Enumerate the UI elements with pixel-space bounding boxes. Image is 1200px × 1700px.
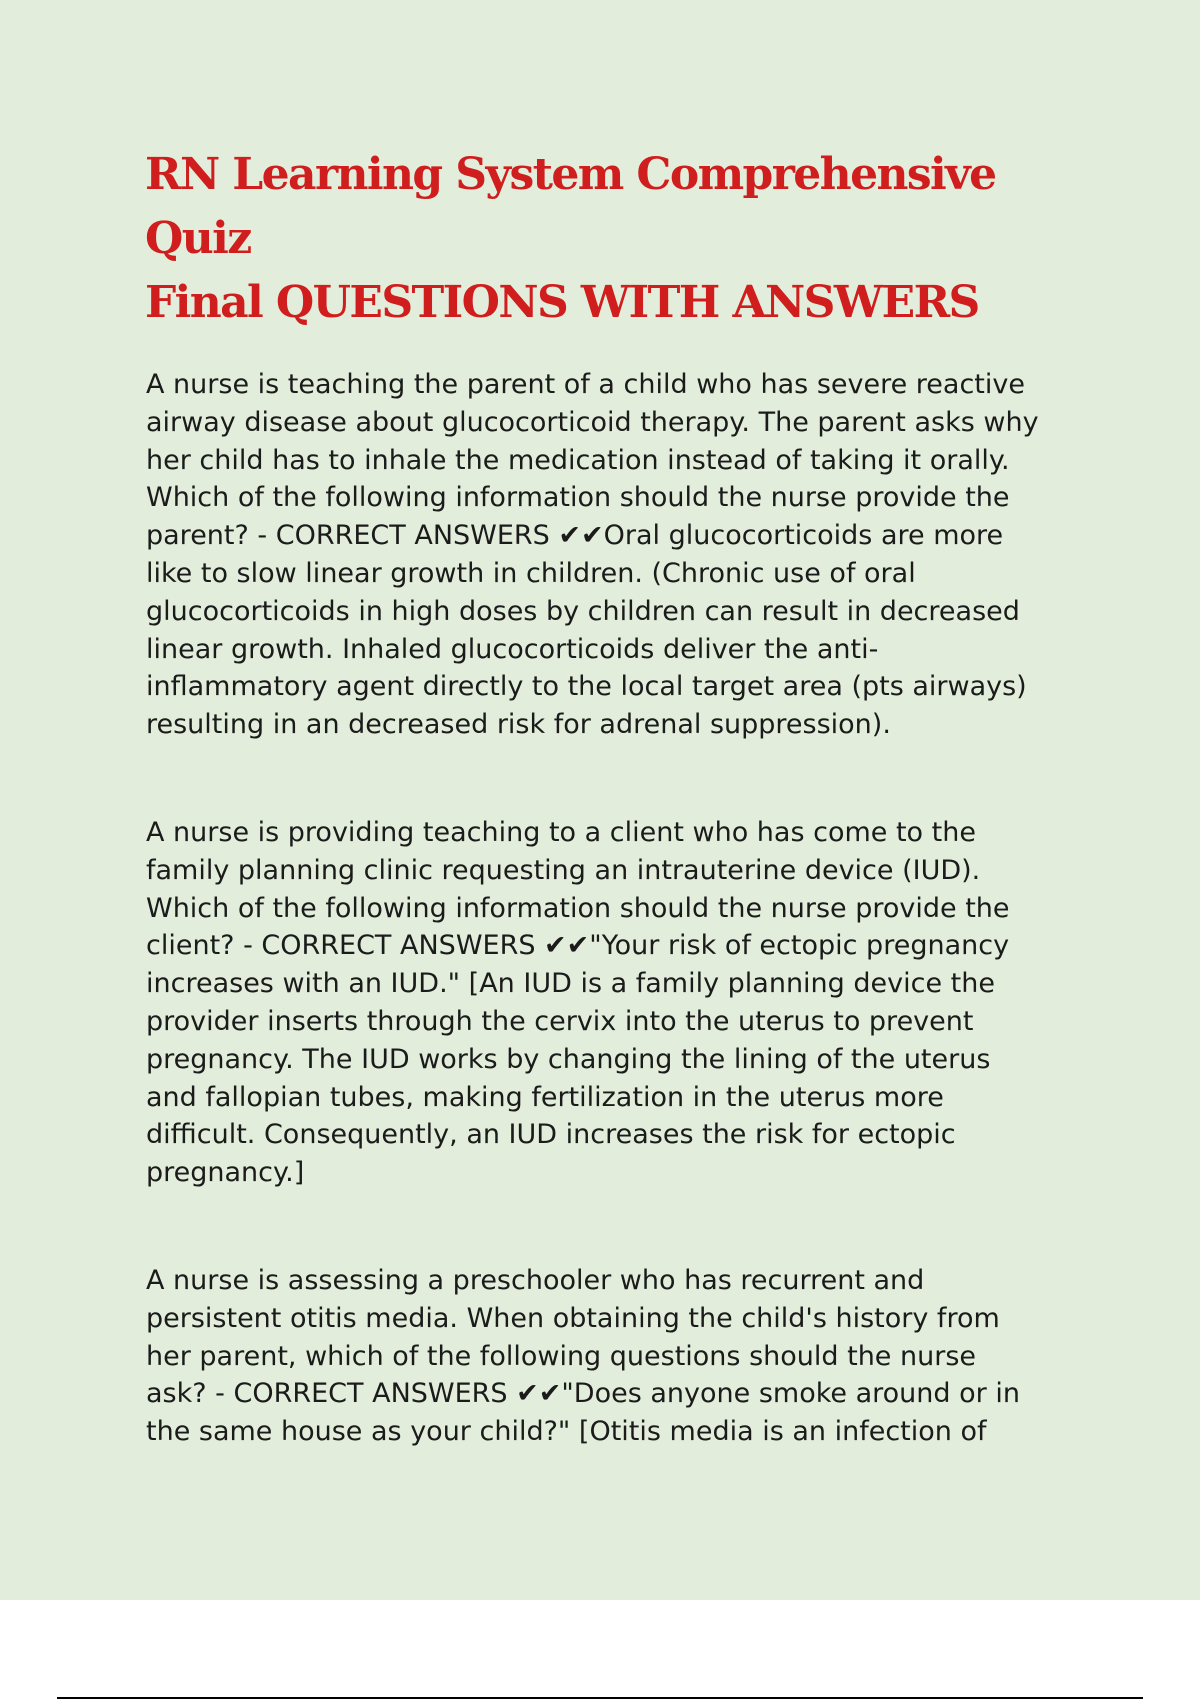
footer-divider	[57, 1697, 1143, 1699]
document-title	[145, 143, 1095, 335]
question-answer-1: A nurse is teaching the parent of a child who has severe reactive airway disease about glucocorticoid therapy. The parent asks why her child has to inhale the medication instead of taking it orally. Which of the following information should the nurse provide the parent? - CORRECT ANSWERS ✔✔Oral glucocorticoids are more like to slow linear growth in children. (Chronic use of oral glucocorticoids in high doses by children can result in decreased linear growth. Inhaled glucocorticoids deliver the anti- inflammatory agent directly to the local target area (pts airways) resulting in an decreased risk for adrenal suppression).	[146, 369, 1039, 741]
title-line-2: Final QUESTIONS WITH ANSWERS	[145, 277, 979, 328]
question-answer-2: A nurse is providing teaching to a client who has come to the family planning clinic requesting an intrauterine device (IUD). Which of the following information should the nurse provide the client? - CORRECT ANSWERS ✔✔"Your risk of ectopic pregnancy increases with an IUD." [An IUD is a family planning device the provider inserts through the cervix into the uterus to prevent pregnancy. The IUD works by changing the lining of the uterus and fallopian tubes, making fertilization in the uterus more difficult. Consequently, an IUD increases the risk for ectopic pregnancy.]	[146, 817, 1010, 1189]
question-answer-3: A nurse is assessing a preschooler who has recurrent and persistent otitis media. When obtaining the child's history from her parent, which of the following questions should the nurse ask? - CORRECT ANSWERS ✔✔"Does anyone smoke around or in the same house as your child?" [Otitis media is an infection of	[146, 1265, 1020, 1448]
title-line-1: RN Learning System Comprehensive Quiz	[145, 149, 996, 264]
